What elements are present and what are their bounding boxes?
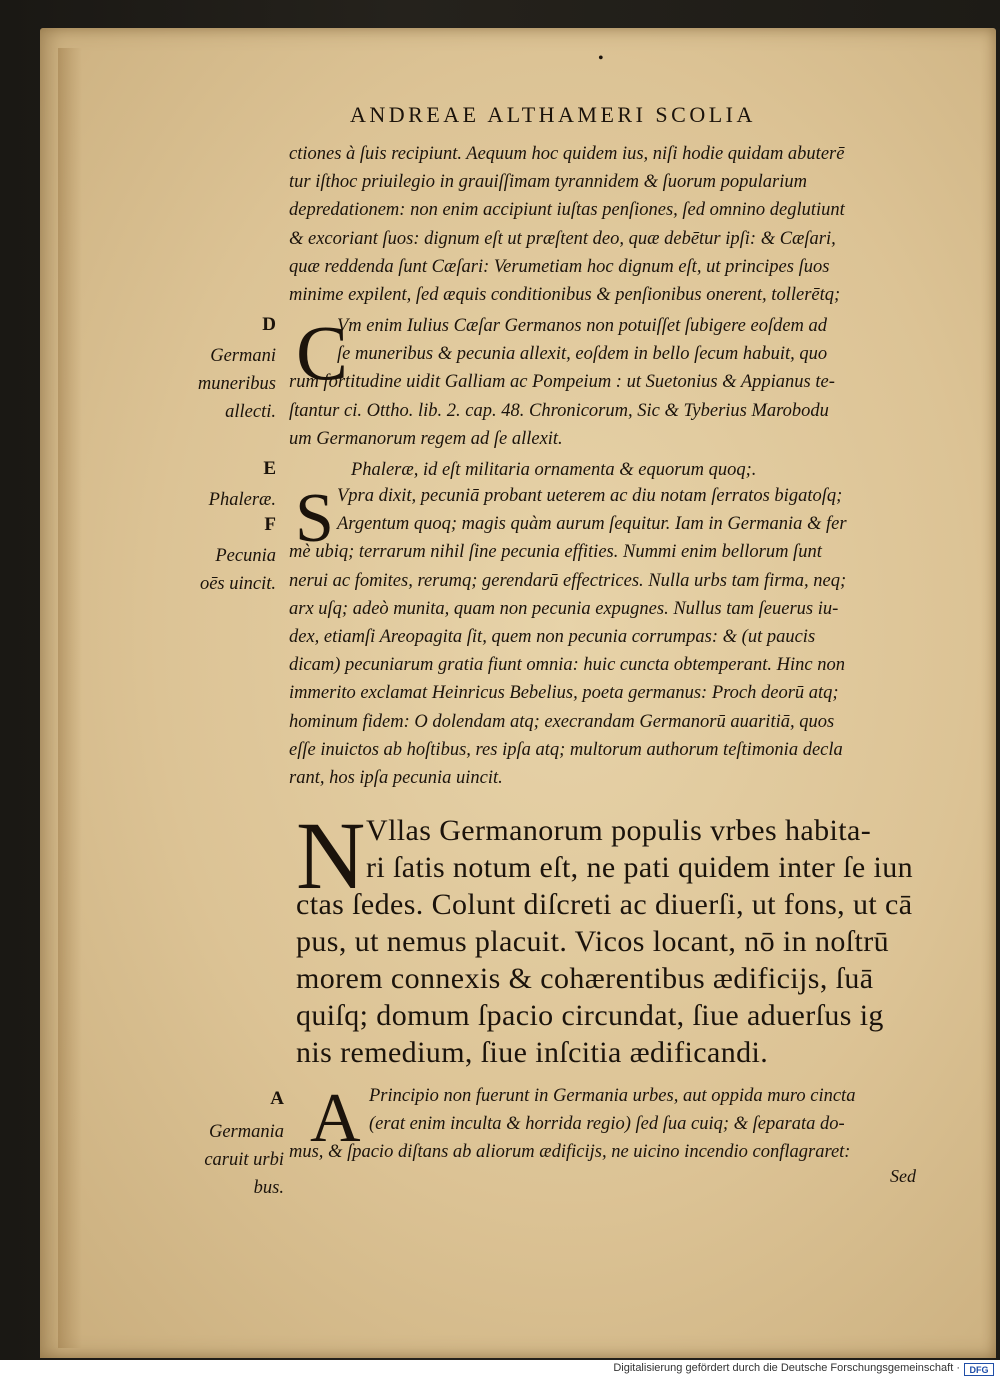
text-line: nerui ac fomites, rerumq; gerendarū effectrices. Nulla urbs tam firma, neq; [289,570,847,591]
text-line: & excoriant ſuos: dignum eſt ut præſtent deo, quæ debētur ipſi: & Cæſari, [289,228,836,249]
text-line: nis remedium, ſiue inſcitia ædificandi. [296,1036,769,1069]
text-line: Vpra dixit, pecuniā probant ueterem ac diu notam ſerratos bigatoſq; [337,486,843,506]
text-line: tur iſthoc priuilegio in grauiſſimam tyrannidem & ſuorum popularium [289,172,807,193]
margin-note-pecunia [176,542,276,598]
margin-note-phalerae [176,486,276,514]
text-line: eſſe inuictos ab hoſtibus, res ipſa atq; multorum authorum teſtimonia decla [289,739,843,760]
margin-note-line: oēs uincit. [199,574,276,594]
dropcap-c: C [296,309,349,396]
margin-note-line: caruit urbi [204,1150,284,1170]
margin-note-line: bus. [253,1178,284,1198]
margin-note-germania [184,1118,284,1202]
lemma-phalerae [289,456,929,484]
text-line: ri ſatis notum eſt, ne pati quidem inter ſe iun [366,851,914,884]
text-line: immerito exclamat Heinricus Bebelius, poeta germanus: Proch deorū atq; [289,683,839,704]
text-line: mus, & ſpacio diſtans ab aliorum ædificijs, ne uicino incendio conflagraret: [289,1142,851,1163]
text-line: quæ reddenda ſunt Cæſari: Verumetiam hoc dignum eſt, ut principes ſuos [289,256,830,277]
lemma-text: Phaleræ, id eſt militaria ornamenta & equorum quoq;. [351,460,757,480]
margin-letter-d: D [262,314,276,335]
dropcap-n: N [296,802,366,909]
text-line: Principio non fuerunt in Germania urbes, aut oppida muro cincta [369,1086,856,1106]
page-dot-mark: • [598,50,604,67]
paragraph-commentary-2 [289,309,929,453]
text-line: (erat enim inculta & horrida regio) ſed ſua cuiq; & ſeparata do- [369,1114,845,1135]
footer-credit: Digitalisierung gefördert durch die Deutsche Forschungsgemeinschaft · [613,1362,960,1374]
text-line: minime expilent, ſed æquis conditionibus & penſionibus onerent, tollerētq; [289,284,841,305]
text-line: ctiones à ſuis recipiunt. Aequum hoc quidem ius, niſi hodie quidam abuterē [289,144,845,164]
margin-note-line: allecti. [225,402,276,422]
digitization-footer [0,1360,1000,1379]
text-line: rant, hos ipſa pecunia uincit. [289,767,503,788]
running-head: ANDREAE ALTHAMERI SCOLIA [350,102,756,127]
text-line: rum fortitudine uidit Galliam ac Pompeium : ut Suetonius & Appianus te- [289,372,835,393]
paragraph-commentary-4 [289,1082,929,1167]
margin-letter-a: A [270,1088,284,1109]
margin-note-line: Phaleræ. [208,490,276,510]
paragraph-commentary-1 [289,140,929,309]
text-line: dicam) pecuniarum gratia fiunt omnia: huic cuncta obtemperant. Hinc non [289,655,845,676]
text-line: quiſq; domum ſpacio circundat, ſiue aduerſus ig [296,999,884,1032]
text-line: morem connexis & cohærentibus ædificijs, ſuā [296,962,874,995]
margin-letter-e: E [263,458,276,479]
margin-note-line: Pecunia [215,546,276,566]
text-line: dex, etiamſi Areopagita ſit, quem non pecunia corrumpas: & (ut paucis [289,626,816,647]
text-line: pus, ut nemus placuit. Vicos locant, nō in noſtrū [296,925,890,958]
margin-note-germani [176,342,276,426]
text-line: um Germanorum regem ad ſe allexit. [289,428,563,449]
catchword: Sed [890,1166,916,1186]
text-line: depredationem: non enim accipiunt iuſtas penſiones, ſed omnino deglutiunt [289,200,845,221]
margin-note-line: Germania [208,1122,284,1142]
margin-note-line: muneribus [197,374,276,394]
text-line: ſe muneribus & pecunia allexit, eoſdem in bello ſecum habuit, quo [337,344,828,365]
paragraph-commentary-3 [289,482,929,792]
text-line: Argentum quoq; magis quàm aurum ſequitur. Iam in Germania & fer [337,514,847,535]
text-line: hominum fidem: O dolendam atq; execrandam Germanorū auaritiā, quos [289,711,835,732]
dfg-logo: DFG [964,1363,994,1376]
text-line: ſtantur ci. Ottho. lib. 2. cap. 48. Chronicorum, Sic & Tyberius Marobodu [289,400,829,421]
text-line: arx uſq; adeò munita, quam non pecunia expugnes. Nullus tam ſeuerus iu- [289,598,839,619]
text-line: ctas ſedes. Colunt diſcreti ac diuerſi, ut fons, ut cā [296,888,913,921]
gutter-shadow [58,48,82,1348]
text-line: Vm enim Iulius Cæſar Germanos non potuiſſet ſubigere eoſdem ad [337,316,828,336]
text-line: mè ubiq; terrarum nihil ſine pecunia effities. Nummi enim bellorum ſunt [289,542,822,563]
dropcap-a: A [310,1080,361,1157]
dropcap-s: S [295,480,334,557]
main-text-tacitus [296,812,936,1071]
text-line: Vllas Germanorum populis vrbes habita- [366,814,872,847]
margin-note-line: Germani [210,346,276,366]
margin-letter-f: F [264,514,276,535]
